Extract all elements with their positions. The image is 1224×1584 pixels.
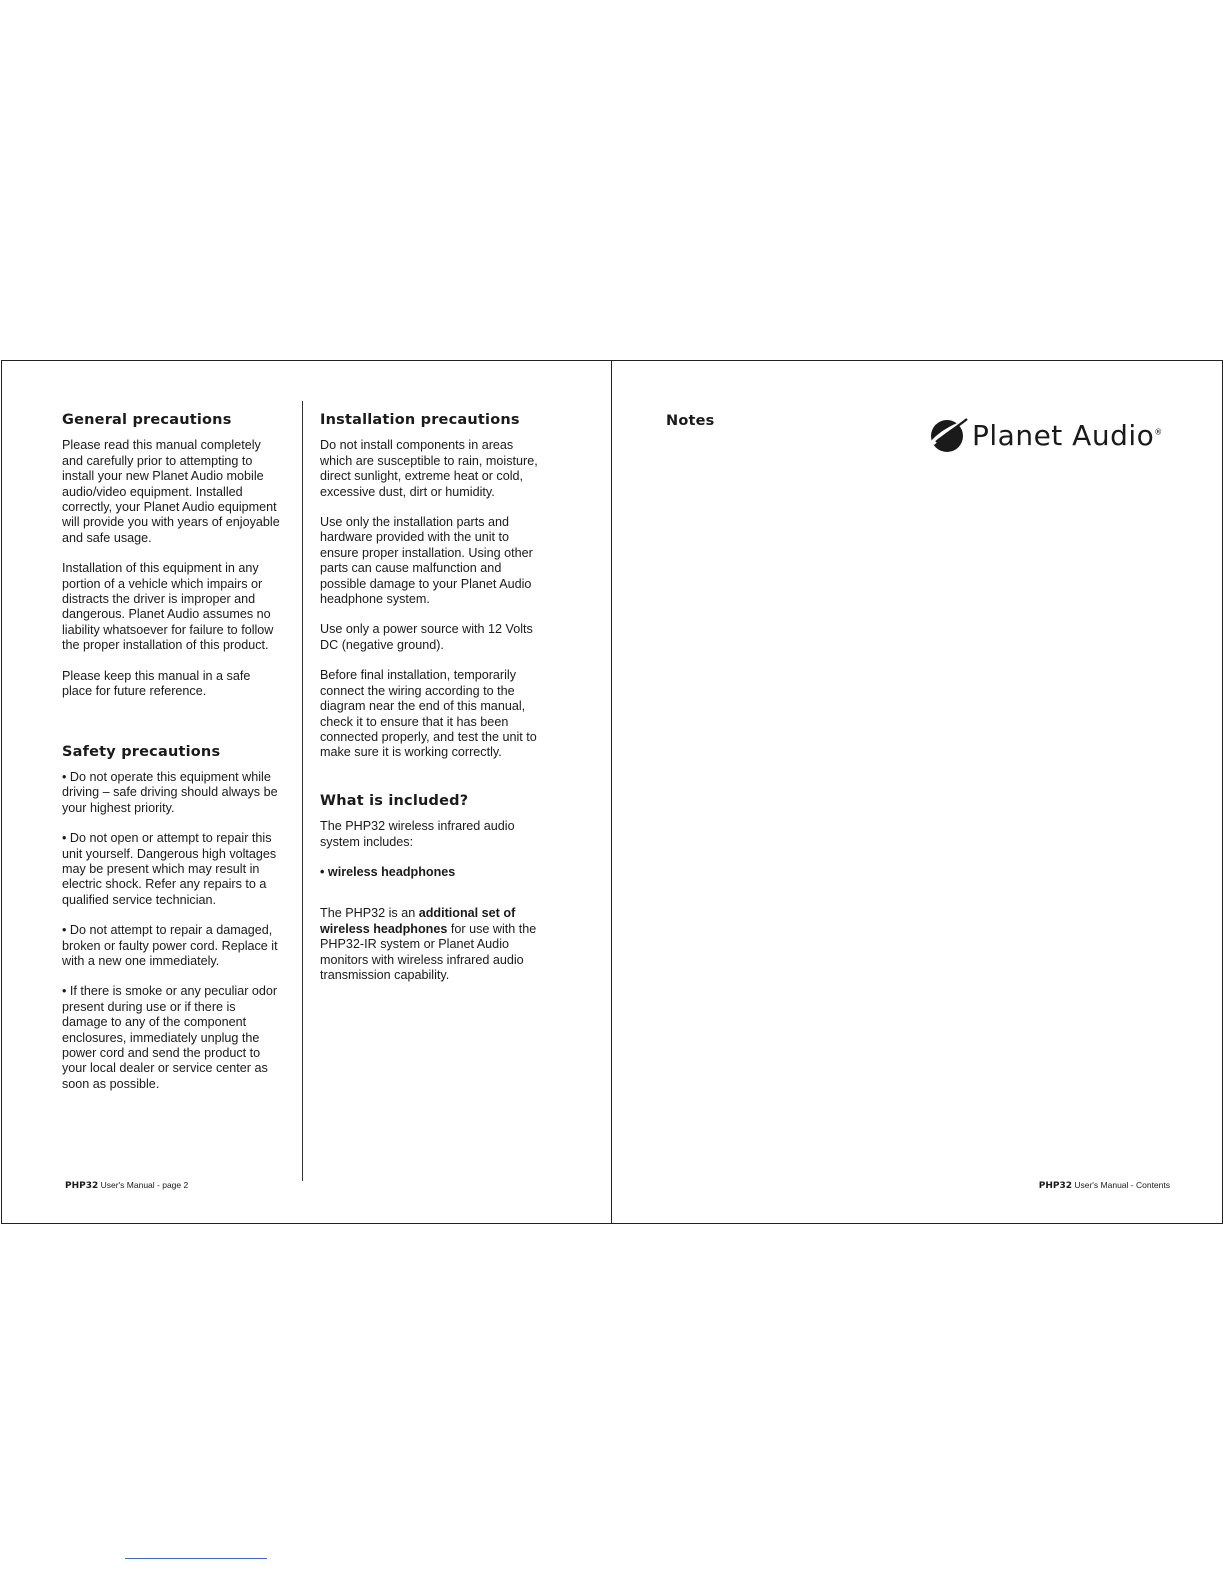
included-intro: The PHP32 wireless infrared audio system includes: bbox=[320, 819, 515, 849]
left-page bbox=[1, 360, 612, 1224]
whats-included-heading: What is included? bbox=[320, 792, 469, 809]
notes-heading: Notes bbox=[666, 413, 715, 429]
safety-precautions-heading: Safety precautions bbox=[62, 743, 221, 760]
safety-bullet-3: • Do not attempt to repair a damaged, broken or faulty power cord. Replace it with a new one immediately. bbox=[62, 923, 278, 968]
safety-bullet-4: • If there is smoke or any peculiar odor present during use or if there is damage to any of the component enclosures, immediately unplug the power cord and send the product to your local dealer or service center as soon as possible. bbox=[62, 984, 278, 1091]
safety-bullet-2: • Do not open or attempt to repair this unit yourself. Dangerous high voltages may be present which may result in electric shock. Refer any repairs to a qualified service technician. bbox=[62, 831, 277, 907]
included-description-end: for use with the PHP32-IR system or Planet Audio monitors with wireless infrared audio transmission capability. bbox=[320, 921, 537, 982]
logo-wordmark bbox=[972, 419, 1163, 452]
right-column bbox=[320, 413, 548, 998]
footer-model: PHP32 bbox=[65, 1181, 99, 1191]
installation-paragraph-2: Use only the installation parts and hardware provided with the unit to ensure proper installation. Using other parts can cause malfunction and possible damage to your Planet Audio headphone system. bbox=[320, 515, 533, 607]
left-column bbox=[62, 413, 282, 1107]
general-paragraph-2: Installation of this equipment in any portion of a vehicle which impairs or distracts the driver is improper and dangerous. Planet Audio assumes no liability whatsoever for failure to follow the proper installation of this product. bbox=[62, 561, 274, 653]
left-page-footer bbox=[65, 1180, 188, 1191]
planet-logo-icon bbox=[928, 415, 968, 455]
right-page bbox=[611, 360, 1223, 1224]
planet-audio-logo bbox=[928, 415, 1168, 455]
footer-model: PHP32 bbox=[1038, 1181, 1072, 1191]
safety-bullet-1: • Do not operate this equipment while driving – safe driving should always be your highest priority. bbox=[62, 769, 278, 815]
installation-paragraph-1: Do not install components in areas which are susceptible to rain, moisture, direct sunlight, extreme heat or cold, excessive dust, dirt or humidity. bbox=[320, 438, 538, 499]
bottom-link-underline bbox=[125, 1558, 267, 1559]
installation-paragraph-3: Use only a power source with 12 Volts DC (negative ground). bbox=[320, 622, 533, 652]
installation-paragraph-4: Before final installation, temporarily connect the wiring according to the diagram near the end of this manual, check it to ensure that it has been connected properly, and test the unit to make sure it is working correctly. bbox=[320, 668, 537, 760]
footer-contents-text: User's Manual - Contents bbox=[1072, 1180, 1170, 1190]
general-paragraph-3: Please keep this manual in a safe place for future reference. bbox=[62, 668, 251, 699]
included-description bbox=[320, 906, 548, 983]
right-page-footer bbox=[1039, 1180, 1170, 1191]
included-description-start: The PHP32 is an bbox=[320, 906, 419, 921]
registered-mark: ® bbox=[1154, 427, 1163, 437]
column-divider bbox=[302, 401, 303, 1181]
general-precautions-heading: General precautions bbox=[62, 412, 232, 428]
included-description-bold: additional set of wireless headphones bbox=[320, 906, 516, 936]
general-paragraph-1: Please read this manual completely and carefully prior to attempting to install your new Planet Audio mobile audio/video equipment. Installed correctly, your Planet Audio equipment will provide you with years of enjoyable and safe usage. bbox=[62, 438, 280, 545]
footer-page-text: User's Manual - page 2 bbox=[98, 1180, 189, 1190]
included-item-wireless-headphones: • wireless headphones bbox=[320, 864, 456, 879]
logo-text: Planet Audio bbox=[972, 418, 1155, 452]
spacer bbox=[62, 715, 282, 745]
installation-precautions-heading: Installation precautions bbox=[320, 412, 520, 428]
spacer bbox=[320, 776, 548, 794]
